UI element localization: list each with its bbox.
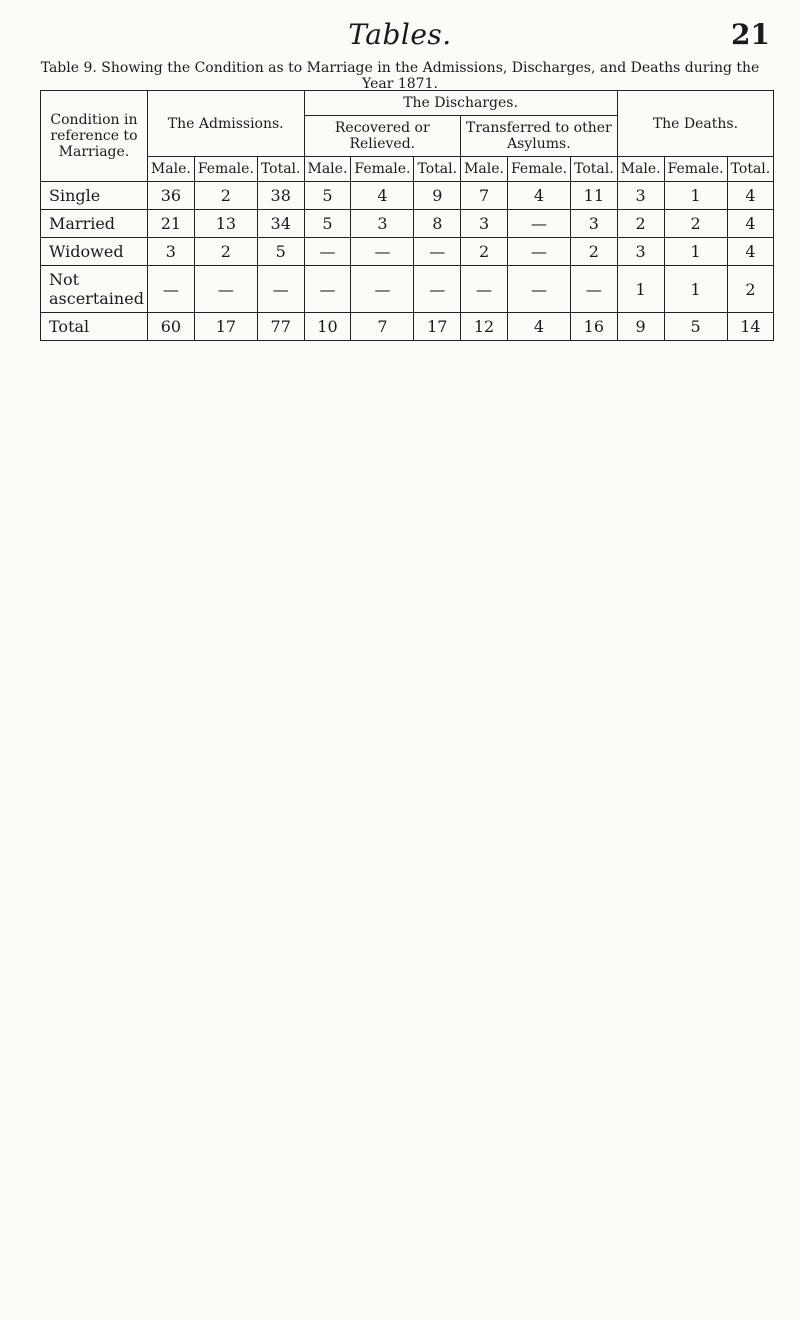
cell-trans: — [507,266,570,313]
cell-rec: — [304,238,351,266]
cell-adm: — [194,266,257,313]
cell-adm: 5 [257,238,304,266]
cell-adm: 3 [147,238,194,266]
th-female: Female. [507,157,570,182]
cell-deaths: 2 [617,210,664,238]
cell-trans: 2 [461,238,508,266]
cell-trans: 12 [461,313,508,341]
row-label: Total [41,313,148,341]
totals-row [41,313,774,341]
cell-deaths: 1 [664,266,727,313]
table-title-block [40,60,760,92]
cell-trans: — [571,266,618,313]
cell-rec: — [304,266,351,313]
running-title: Tables. [348,18,452,51]
th-transferred: Transferred to other Asylums. [461,116,618,157]
cell-deaths: 4 [727,182,774,210]
cell-trans: 7 [461,182,508,210]
cell-deaths: 14 [727,313,774,341]
cell-adm: 2 [194,182,257,210]
row-label: Not ascertained [41,266,148,313]
cell-trans: 3 [571,210,618,238]
sub-header-row [41,157,774,182]
th-female: Female. [194,157,257,182]
cell-adm: 2 [194,238,257,266]
cell-rec: 9 [414,182,461,210]
cell-deaths: 4 [727,238,774,266]
th-condition: Condition in reference to Marriage. [41,91,148,182]
cell-deaths: 5 [664,313,727,341]
cell-trans: 11 [571,182,618,210]
cell-rec: 3 [351,210,414,238]
th-recovered: Recovered or Relieved. [304,116,461,157]
cell-rec: 5 [304,182,351,210]
cell-deaths: 3 [617,182,664,210]
cell-adm: 34 [257,210,304,238]
cell-rec: 4 [351,182,414,210]
th-total: Total. [257,157,304,182]
cell-deaths: 2 [664,210,727,238]
cell-rec: 7 [351,313,414,341]
table-body [41,182,774,341]
cell-trans: — [507,210,570,238]
cell-rec: 8 [414,210,461,238]
cell-rec: 10 [304,313,351,341]
cell-adm: 38 [257,182,304,210]
cell-trans: 3 [461,210,508,238]
th-deaths: The Deaths. [617,91,774,157]
cell-adm: 77 [257,313,304,341]
th-male: Male. [617,157,664,182]
th-total: Total. [571,157,618,182]
row-label: Married [41,210,148,238]
condition-table [40,90,774,341]
row-label: Single [41,182,148,210]
th-admissions: The Admissions. [147,91,304,157]
cell-deaths: 9 [617,313,664,341]
th-female: Female. [351,157,414,182]
row-label: Widowed [41,238,148,266]
cell-trans: 4 [507,313,570,341]
cell-deaths: 2 [727,266,774,313]
page-number: 21 [731,18,770,51]
cell-trans: — [461,266,508,313]
cell-adm: 13 [194,210,257,238]
table-row [41,210,774,238]
cell-adm: 21 [147,210,194,238]
cell-deaths: 4 [727,210,774,238]
cell-deaths: 1 [617,266,664,313]
cell-rec: — [351,266,414,313]
table-row [41,266,774,313]
table-row [41,238,774,266]
cell-rec: — [414,266,461,313]
cell-rec: 5 [304,210,351,238]
table-label-flat: Table 9. [40,60,97,76]
th-male: Male. [304,157,351,182]
table-row [41,182,774,210]
th-total: Total. [727,157,774,182]
cell-rec: — [351,238,414,266]
cell-adm: 36 [147,182,194,210]
table-caption-flat: Showing the Condition as to Marriage in the Admissions, Discharges, and Deaths during the Year 1871. [101,60,760,92]
table-wrapper [40,90,771,1300]
th-male: Male. [461,157,508,182]
cell-trans: 2 [571,238,618,266]
th-total: Total. [414,157,461,182]
cell-adm: — [147,266,194,313]
th-discharges: The Discharges. [304,91,617,116]
th-male: Male. [147,157,194,182]
cell-rec: 17 [414,313,461,341]
cell-adm: — [257,266,304,313]
cell-adm: 60 [147,313,194,341]
cell-deaths: 3 [617,238,664,266]
cell-trans: — [507,238,570,266]
cell-deaths: 1 [664,182,727,210]
cell-trans: 4 [507,182,570,210]
cell-trans: 16 [571,313,618,341]
cell-rec: — [414,238,461,266]
cell-adm: 17 [194,313,257,341]
cell-deaths: 1 [664,238,727,266]
th-female: Female. [664,157,727,182]
